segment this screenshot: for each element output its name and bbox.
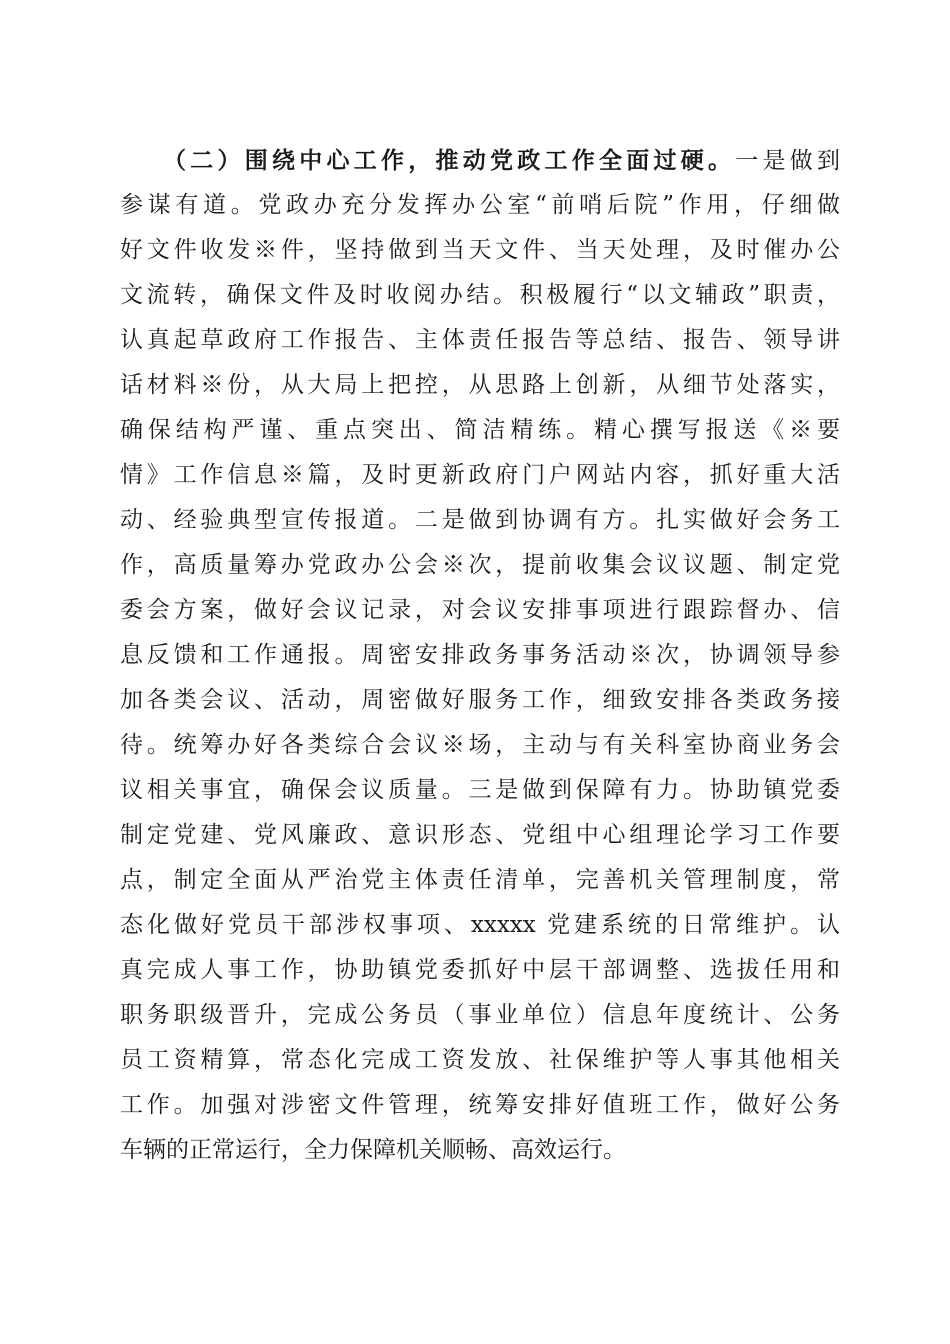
text-line: 真完成人事工作，协助镇党委抓好中层干部调整、选拔任用和 <box>120 957 840 983</box>
text-line: 文流转，确保文件及时收阅办结。积极履行“以文辅政”职责， <box>120 282 840 308</box>
text-line: 员工资精算，常态化完成工资发放、社保维护等人事其他相关 <box>120 1047 840 1073</box>
text-line: 作，高质量筹办党政办公会※次，提前收集会议议题、制定党 <box>120 552 840 578</box>
text-line: 工作。加强对涉密文件管理，统筹安排好值班工作，做好公务 <box>120 1092 840 1118</box>
first-line-indent <box>120 148 175 174</box>
text-line: 动、经验典型宣传报道。二是做到协调有方。扎实做好会务工 <box>120 507 840 533</box>
text-line: 加各类会议、活动，周密做好服务工作，细致安排各类政务接 <box>120 687 840 713</box>
text-line: 制定党建、党风廉政、意识形态、党组中心组理论学习工作要 <box>120 822 840 848</box>
text-line: 委会方案，做好会议记录，对会议安排事项进行跟踪督办、信 <box>120 597 840 623</box>
text-line: 情》工作信息※篇，及时更新政府门户网站内容，抓好重大活 <box>120 462 840 488</box>
text-line: 参谋有道。党政办充分发挥办公室“前哨后院”作用，仔细做 <box>120 192 840 218</box>
text-line: 议相关事宜，确保会议质量。三是做到保障有力。协助镇党委 <box>120 777 840 803</box>
text-line: 态化做好党员干部涉权事项、xxxxx 党建系统的日常维护。认 <box>120 912 840 938</box>
section-heading: （二）围绕中心工作，推动党政工作全面过硬。 <box>174 147 736 174</box>
text-line: 职务职级晋升，完成公务员（事业单位）信息年度统计、公务 <box>120 1002 840 1028</box>
text-line: 好文件收发※件，坚持做到当天文件、当天处理，及时催办公 <box>120 237 840 263</box>
text-line: 点，制定全面从严治党主体责任清单，完善机关管理制度，常 <box>120 867 840 893</box>
paragraph-first-line <box>120 138 840 183</box>
first-line-rest: 一是做到 <box>735 148 840 174</box>
text-line: 确保结构严谨、重点突出、简洁精练。精心撰写报送《※要 <box>120 417 840 443</box>
text-line: 话材料※份，从大局上把控，从思路上创新，从细节处落实， <box>120 372 840 398</box>
text-line: 息反馈和工作通报。周密安排政务事务活动※次，协调领导参 <box>120 642 840 668</box>
text-line: 待。统筹办好各类综合会议※场，主动与有关科室协商业务会 <box>120 732 840 758</box>
text-line: 认真起草政府工作报告、主体责任报告等总结、报告、领导讲 <box>120 327 840 353</box>
body-paragraph <box>120 138 840 1173</box>
paragraph-last-line: 车辆的正常运行，全力保障机关顺畅、高效运行。 <box>120 1137 626 1163</box>
